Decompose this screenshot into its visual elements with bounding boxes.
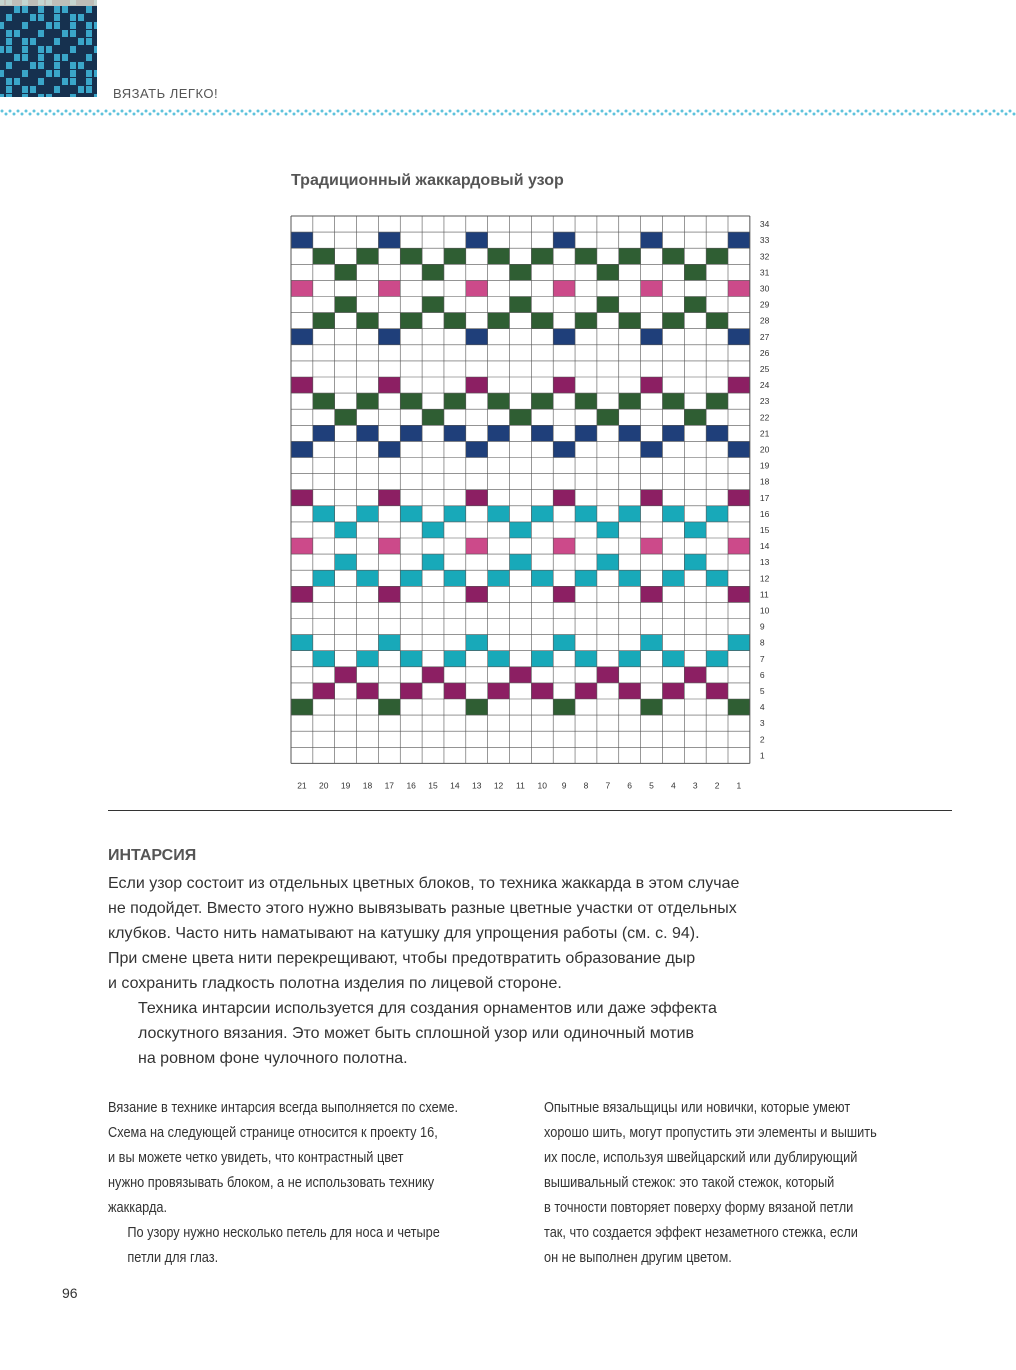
- column-label: 6: [627, 780, 633, 790]
- chart-cell: [313, 651, 335, 667]
- row-label: 6: [759, 669, 765, 680]
- chart-cell: [378, 280, 400, 296]
- column-label: 4: [671, 780, 676, 790]
- chart-cell: [684, 264, 706, 280]
- row-label: 9: [759, 621, 765, 632]
- chart-cell: [619, 570, 641, 586]
- chart-cell: [510, 522, 532, 538]
- column-label: 11: [516, 780, 525, 790]
- jacquard-chart: [285, 210, 775, 790]
- right-column-line: Опытные вязальщицы или новички, которые умеют: [544, 1100, 851, 1116]
- chart-cell: [706, 506, 728, 522]
- chart-cell: [400, 248, 422, 264]
- row-label: 32: [759, 251, 770, 262]
- chart-cell: [357, 425, 379, 441]
- chart-cell: [728, 441, 750, 457]
- intro-line: клубков. Часто нить наматывают на катушку для упрощения работы (см. с. 94).: [108, 925, 700, 942]
- chart-cell: [619, 425, 641, 441]
- chart-cell: [422, 409, 444, 425]
- chart-cell: [378, 699, 400, 715]
- chart-cell: [662, 248, 684, 264]
- chart-cell: [728, 586, 750, 602]
- chart-cell: [662, 393, 684, 409]
- column-label: 17: [384, 780, 395, 790]
- running-head: ВЯЗАТЬ ЛЕГКО!: [113, 86, 219, 101]
- chart-cell: [466, 586, 488, 602]
- chart-cell: [575, 651, 597, 667]
- row-label: 18: [759, 476, 770, 487]
- chart-cell: [575, 313, 597, 329]
- chart-cell: [728, 538, 750, 554]
- row-label: 16: [759, 508, 770, 519]
- row-label: 19: [759, 460, 770, 471]
- chart-cell: [335, 409, 357, 425]
- page-number: 96: [62, 1285, 78, 1301]
- row-label: 13: [759, 557, 770, 568]
- column-label: 18: [362, 780, 373, 790]
- chart-cell: [357, 570, 379, 586]
- chart-cell: [728, 232, 750, 248]
- chart-cell: [510, 554, 532, 570]
- chart-cell: [444, 425, 466, 441]
- chart-cell: [444, 248, 466, 264]
- column-label: 16: [406, 780, 416, 790]
- chart-cell: [531, 393, 553, 409]
- chart-cell: [662, 425, 684, 441]
- left-column-text: [108, 1096, 522, 1271]
- row-label: 10: [759, 605, 770, 616]
- chart-cell: [597, 264, 619, 280]
- column-label: 14: [450, 780, 460, 790]
- row-label: 3: [759, 718, 765, 729]
- chart-cell: [706, 248, 728, 264]
- chart-cell: [291, 329, 313, 345]
- chart-cell: [400, 393, 422, 409]
- chart-cell: [488, 425, 510, 441]
- chart-cell: [313, 313, 335, 329]
- right-column-line: в точности повторяет поверху форму вязаной петли: [544, 1200, 854, 1216]
- chart-cell: [466, 538, 488, 554]
- chart-cell: [466, 232, 488, 248]
- chart-cell: [510, 264, 532, 280]
- chart-cell: [488, 570, 510, 586]
- chart-cell: [313, 425, 335, 441]
- chart-cell: [400, 651, 422, 667]
- chart-cell: [400, 313, 422, 329]
- column-label: 9: [561, 780, 567, 790]
- chart-cell: [357, 248, 379, 264]
- chart-cell: [619, 683, 641, 699]
- chart-cell: [357, 651, 379, 667]
- chart-cell: [575, 683, 597, 699]
- chart-cell: [444, 683, 466, 699]
- row-label: 24: [759, 380, 770, 391]
- chart-cell: [553, 280, 575, 296]
- intro-line: Техника интарсии используется для создания орнаментов или даже эффекта: [138, 1000, 717, 1017]
- row-label: 7: [759, 653, 765, 664]
- row-label: 28: [759, 315, 770, 326]
- chart-cell: [357, 313, 379, 329]
- chart-cell: [662, 570, 684, 586]
- chart-cell: [553, 586, 575, 602]
- chart-cell: [619, 248, 641, 264]
- column-label: 2: [714, 780, 720, 790]
- chart-cell: [488, 651, 510, 667]
- chart-cell: [378, 586, 400, 602]
- chart-cell: [488, 506, 510, 522]
- chart-cell: [466, 441, 488, 457]
- chart-cell: [378, 232, 400, 248]
- chart-cell: [531, 506, 553, 522]
- column-label: 8: [583, 780, 589, 790]
- chart-cell: [662, 651, 684, 667]
- row-label: 25: [759, 363, 770, 374]
- left-column-line: По узору нужно несколько петель для носа и четыре: [127, 1225, 440, 1241]
- chart-cell: [619, 651, 641, 667]
- chart-cell: [291, 232, 313, 248]
- left-column-line: Схема на следующей странице относится к проекту 16,: [108, 1125, 438, 1141]
- chart-cell: [641, 280, 663, 296]
- chart-cell: [684, 522, 706, 538]
- chart-cell: [553, 441, 575, 457]
- row-label: 20: [759, 444, 770, 455]
- chart-cell: [291, 635, 313, 651]
- chart-cell: [291, 441, 313, 457]
- right-column-line: он не выполнен другим цветом.: [544, 1250, 732, 1266]
- chart-cell: [641, 232, 663, 248]
- row-label: 30: [759, 283, 770, 294]
- chart-cell: [313, 570, 335, 586]
- chart-cell: [378, 490, 400, 506]
- column-label: 15: [428, 780, 438, 790]
- chart-cell: [706, 683, 728, 699]
- chart-cell: [510, 667, 532, 683]
- column-label: 21: [297, 780, 307, 790]
- chart-cell: [706, 313, 728, 329]
- chart-cell: [575, 393, 597, 409]
- column-label: 13: [471, 780, 482, 790]
- chart-cell: [313, 248, 335, 264]
- chart-cell: [553, 699, 575, 715]
- chart-cell: [728, 699, 750, 715]
- row-label: 12: [759, 573, 770, 584]
- chart-cell: [619, 393, 641, 409]
- right-column-line: хорошо шить, могут пропустить эти элементы и вышить: [544, 1125, 877, 1141]
- right-column-line: их после, используя швейцарский или дублирующий: [544, 1150, 858, 1166]
- chart-cell: [422, 297, 444, 313]
- chart-cell: [291, 699, 313, 715]
- chart-cell: [291, 538, 313, 554]
- chart-cell: [553, 329, 575, 345]
- row-label: 23: [759, 396, 770, 407]
- chart-cell: [662, 506, 684, 522]
- chart-cell: [575, 506, 597, 522]
- chart-cell: [597, 409, 619, 425]
- chart-cell: [728, 377, 750, 393]
- chart-cell: [291, 377, 313, 393]
- row-label: 21: [759, 428, 770, 439]
- chart-cell: [466, 490, 488, 506]
- chart-cell: [400, 570, 422, 586]
- chart-cell: [728, 635, 750, 651]
- chart-cell: [641, 538, 663, 554]
- chart-cell: [553, 635, 575, 651]
- row-label: 4: [759, 702, 765, 713]
- column-label: 5: [649, 780, 654, 790]
- chart-cell: [510, 297, 532, 313]
- column-label: 3: [692, 780, 698, 790]
- chart-cell: [510, 409, 532, 425]
- chart-cell: [684, 409, 706, 425]
- chart-cell: [706, 570, 728, 586]
- chart-cell: [641, 586, 663, 602]
- chart-cell: [641, 699, 663, 715]
- chart-cell: [684, 667, 706, 683]
- chart-cell: [706, 393, 728, 409]
- chart-cell: [466, 329, 488, 345]
- chart-cell: [575, 570, 597, 586]
- chart-cell: [728, 329, 750, 345]
- row-label: 1: [759, 750, 765, 761]
- chart-cell: [400, 506, 422, 522]
- chart-cell: [335, 667, 357, 683]
- chart-cell: [291, 586, 313, 602]
- chart-cell: [662, 313, 684, 329]
- chart-cell: [641, 377, 663, 393]
- chart-cell: [422, 522, 444, 538]
- chart-cell: [684, 554, 706, 570]
- chart-cell: [728, 490, 750, 506]
- intro-text: [108, 871, 828, 1071]
- chart-cell: [597, 667, 619, 683]
- column-label: 20: [319, 780, 329, 790]
- chart-cell: [531, 248, 553, 264]
- chart-cell: [357, 506, 379, 522]
- column-label: 19: [340, 780, 351, 790]
- chart-cell: [466, 699, 488, 715]
- intro-line: Если узор состоит из отдельных цветных блоков, то техника жаккарда в этом случае: [108, 875, 740, 892]
- chart-cell: [400, 683, 422, 699]
- chart-cell: [291, 490, 313, 506]
- row-label: 2: [759, 734, 765, 745]
- column-label: 10: [537, 780, 548, 790]
- chart-cell: [313, 506, 335, 522]
- intro-line: лоскутного вязания. Это может быть сплошной узор или одиночный мотив: [138, 1025, 695, 1042]
- chart-cell: [466, 377, 488, 393]
- chart-cell: [444, 313, 466, 329]
- chart-cell: [531, 313, 553, 329]
- chart-cell: [444, 651, 466, 667]
- chart-cell: [531, 570, 553, 586]
- row-label: 31: [759, 267, 770, 278]
- column-label: 7: [605, 780, 611, 790]
- chart-cell: [553, 232, 575, 248]
- chart-cell: [553, 377, 575, 393]
- chart-cell: [335, 297, 357, 313]
- chart-cell: [378, 635, 400, 651]
- chart-cell: [575, 425, 597, 441]
- chart-cell: [400, 425, 422, 441]
- chart-cell: [335, 264, 357, 280]
- chart-cell: [444, 570, 466, 586]
- chart-cell: [575, 248, 597, 264]
- column-label: 1: [736, 780, 742, 790]
- row-label: 27: [759, 331, 770, 342]
- row-label: 29: [759, 299, 770, 310]
- intro-line: не подойдет. Вместо этого нужно вывязывать разные цветные участки от отдельных: [108, 900, 737, 917]
- chart-cell: [335, 554, 357, 570]
- intro-line: и сохранить гладкость полотна изделия по лицевой стороне.: [108, 975, 562, 992]
- chart-cell: [641, 635, 663, 651]
- row-label: 8: [759, 637, 765, 648]
- chart-cell: [488, 683, 510, 699]
- chart-cell: [466, 280, 488, 296]
- chart-cell: [357, 683, 379, 699]
- chart-cell: [313, 683, 335, 699]
- row-label: 15: [759, 524, 770, 535]
- chart-cell: [422, 667, 444, 683]
- chart-cell: [728, 280, 750, 296]
- chart-cell: [662, 683, 684, 699]
- column-label: 12: [493, 780, 504, 790]
- chart-cell: [488, 248, 510, 264]
- chart-cell: [422, 264, 444, 280]
- chart-cell: [597, 522, 619, 538]
- chart-cell: [378, 377, 400, 393]
- chart-cell: [706, 651, 728, 667]
- chart-cell: [641, 490, 663, 506]
- left-column-line: жаккарда.: [108, 1200, 168, 1216]
- chart-cell: [357, 393, 379, 409]
- right-column-line: вышивальный стежок: это такой стежок, который: [544, 1175, 835, 1191]
- left-column-line: нужно провязывать блоком, а не использовать технику: [108, 1175, 435, 1191]
- row-label: 26: [759, 347, 770, 358]
- right-column-line: так, что создается эффект незаметного стежка, если: [544, 1225, 858, 1241]
- chart-cell: [488, 393, 510, 409]
- chart-cell: [597, 297, 619, 313]
- chart-cell: [531, 425, 553, 441]
- chart-cell: [488, 313, 510, 329]
- chart-cell: [378, 441, 400, 457]
- right-column-text: [544, 1096, 958, 1271]
- row-label: 17: [759, 492, 770, 503]
- chart-cell: [444, 506, 466, 522]
- row-label: 11: [759, 589, 769, 600]
- chart-cell: [553, 538, 575, 554]
- chart-cell: [531, 683, 553, 699]
- section-divider: [108, 810, 952, 811]
- intro-line: на ровном фоне чулочного полотна.: [138, 1050, 408, 1067]
- chart-cell: [597, 554, 619, 570]
- chart-cell: [641, 329, 663, 345]
- dotted-divider: [0, 107, 1016, 119]
- left-column-line: петли для глаз.: [127, 1250, 219, 1266]
- chart-cell: [684, 297, 706, 313]
- chart-cell: [335, 522, 357, 538]
- chart-cell: [553, 490, 575, 506]
- row-label: 33: [759, 235, 770, 246]
- chart-cell: [378, 329, 400, 345]
- chart-cell: [706, 425, 728, 441]
- chart-cell: [444, 393, 466, 409]
- row-label: 14: [759, 541, 770, 552]
- chart-cell: [313, 393, 335, 409]
- row-label: 22: [759, 412, 770, 423]
- chart-cell: [378, 538, 400, 554]
- row-label: 5: [759, 685, 765, 696]
- chart-cell: [641, 441, 663, 457]
- chart-cell: [422, 554, 444, 570]
- left-column-line: Вязание в технике интарсия всегда выполняется по схеме.: [108, 1100, 459, 1116]
- chart-cell: [291, 280, 313, 296]
- chart-cell: [531, 651, 553, 667]
- chart-cell: [466, 635, 488, 651]
- row-label: 34: [759, 219, 770, 230]
- intro-line: При смене цвета нити перекрещивают, чтобы предотвратить образование дыр: [108, 950, 696, 967]
- section-heading: ИНТАРСИЯ: [108, 847, 197, 864]
- knit-swatch-image: [0, 0, 97, 97]
- left-column-line: и вы можете четко увидеть, что контрастный цвет: [108, 1150, 404, 1166]
- chart-cell: [619, 506, 641, 522]
- chart-title: Традиционный жаккардовый узор: [291, 172, 564, 189]
- chart-cell: [619, 313, 641, 329]
